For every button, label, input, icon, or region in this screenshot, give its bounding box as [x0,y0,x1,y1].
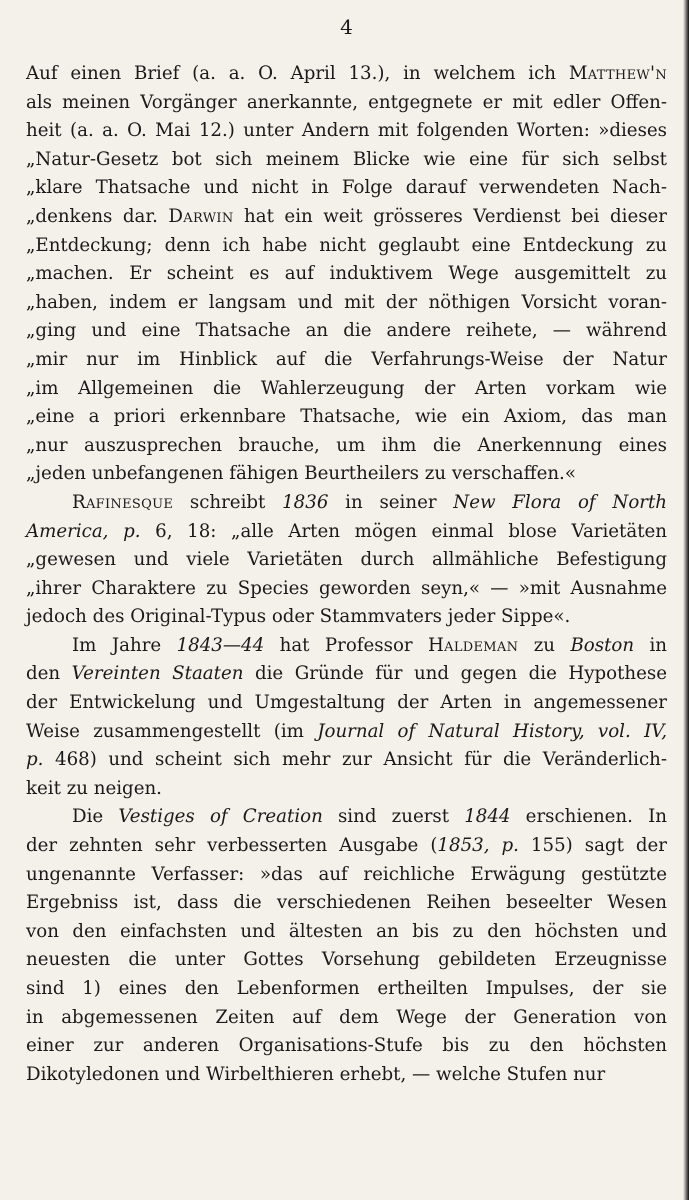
text-segment: erschienen. In [510,806,667,828]
text-line [26,317,667,346]
text-line [26,375,667,404]
text-segment: „ging und eine Thatsache an die andere reihete, — während [26,320,667,342]
text-line [26,975,667,1004]
text-segment: Vereinten Staaten [71,663,244,685]
text-segment: 1853, p. [437,835,519,857]
text-line [26,60,667,89]
text-segment: „im Allgemeinen die Wahlerzeugung der Arten vorkam wie [26,377,667,399]
text-segment: die Gründe für und gegen die Hypothese [243,663,667,685]
text-segment: Rafinesque [72,491,174,513]
text-segment: 155) sagt der [518,835,667,857]
text-line [26,546,667,575]
text-segment: hat ein weit grösseres Verdienst bei dieser [233,205,667,227]
text-line [26,746,667,775]
text-line [26,489,667,518]
text-segment: „gewesen und viele Varietäten durch allmähliche Befestigung [26,549,667,571]
text-segment: in abgemessenen Zeiten auf dem Wege der Generation von [26,1006,667,1028]
text-segment: in [634,634,668,656]
text-segment: der zehnten sehr verbesserten Ausgabe ( [26,835,438,857]
text-line [26,346,667,375]
text-line [26,460,667,489]
text-line [26,632,667,661]
text-line [26,946,667,975]
text-segment: schreibt [173,491,283,513]
text-line [26,174,667,203]
text-segment: einer zur anderen Organisations-Stufe bis zu den höchsten [26,1035,667,1057]
text-segment: Darwin [168,205,234,227]
text-line [26,575,667,604]
text-segment: 468) und scheint sich mehr zur Ansicht für die Veränderlich- [43,749,667,771]
text-line [26,603,667,632]
body-text [26,60,667,1089]
text-segment: 1836 [282,491,329,513]
text-segment: „denkens dar. [26,205,169,227]
page-edge-shadow [683,0,689,1200]
text-segment: Ergebniss ist, dass die verschiedenen Reihen beseelter Wesen [26,892,667,914]
text-line [26,689,667,718]
text-line [26,260,667,289]
text-line [26,775,667,804]
text-segment: der Entwickelung und Umgestaltung der Arten in angemessener [26,692,667,714]
text-segment: America, p. [26,520,141,542]
text-segment: „haben, indem er langsam und mit der nöthigen Vorsicht voran- [26,291,667,313]
text-segment: Matthew'n [568,63,667,84]
text-line [26,432,667,461]
text-segment: 1844 [464,806,511,828]
text-segment: Vestiges of Creation [118,806,323,828]
text-line [26,718,667,747]
text-line [26,289,667,318]
text-segment: „nur auszusprechen brauche, um ihm die Anerkennung eines [26,434,667,456]
text-segment: sind 1) eines den Lebenformen ertheilten Impulses, der sie [26,978,667,999]
text-segment: den [26,663,72,685]
text-segment: jedoch des Original-Typus oder Stammvaters jeder Sippe«. [26,606,571,628]
text-segment: sind zuerst [322,806,465,828]
text-line [26,1061,667,1090]
text-segment: „mir nur im Hinblick auf die Verfahrungs-Weise der Natur [26,348,667,370]
text-line [26,518,667,547]
text-line [26,832,667,861]
paragraph [26,803,667,1089]
text-line [26,803,667,832]
text-segment: New Flora of North [453,491,667,513]
text-segment: 1843—44 [176,634,265,656]
text-line [26,403,667,432]
text-segment: von den einfachsten und ältesten an bis zu den höchsten und [26,920,667,942]
text-segment: Im Jahre [72,634,177,656]
text-segment: Weise zusammengestellt (im [26,720,318,742]
text-line [26,232,667,261]
text-line [26,861,667,890]
text-segment: Auf einen Brief (a. a. O. April 13.), in welchem ich [26,63,569,84]
text-segment: heit (a. a. O. Mai 12.) unter Andern mit folgenden Worten: »dieses [26,120,667,142]
text-segment: „Entdeckung; denn ich habe nicht geglaubt eine Entdeckung zu [26,234,667,256]
paragraph [26,489,667,632]
text-segment: Boston [570,634,635,656]
text-line [26,1032,667,1061]
text-segment: hat Professor [264,634,429,656]
text-segment: p. [26,749,44,771]
text-line [26,203,667,232]
text-segment: „eine a priori erkennbare Thatsache, wie ein Axiom, das man [26,406,667,428]
text-segment: „jeden unbefangenen fähigen Beurtheilers zu verschaffen.« [26,463,576,485]
text-segment: „machen. Er scheint es auf induktivem Wege ausgemittelt zu [26,263,667,285]
paragraph [26,632,667,804]
text-line [26,918,667,947]
text-segment: Dikotyledonen und Wirbelthieren erhebt, — welche Stufen nur [26,1063,606,1085]
page-number: 4 [340,15,353,39]
text-segment: „Natur-Gesetz bot sich meinem Blicke wie eine für sich selbst [26,148,667,170]
text-line [26,660,667,689]
text-segment: in seiner [328,491,454,513]
text-segment: Journal of Natural History, vol. IV, [317,720,667,742]
text-line [26,117,667,146]
text-line [26,89,667,118]
text-segment: ungenannte Verfasser: »das auf reichliche Erwägung gestützte [26,863,667,885]
text-line [26,146,667,175]
text-segment: keit zu neigen. [26,777,162,799]
text-line [26,1004,667,1033]
text-segment: als meinen Vorgänger anerkannte, entgegnete er mit edler Offen- [26,91,667,113]
text-segment: „ihrer Charaktere zu Species geworden seyn,« — »mit Ausnahme [26,577,667,599]
text-segment: 6, 18: „alle Arten mögen einmal blose Varietäten [140,520,667,542]
text-segment: „klare Thatsache und nicht in Folge darauf verwendeten Nach- [26,177,667,199]
text-line [26,889,667,918]
text-segment: neuesten die unter Gottes Vorsehung gebildeten Erzeugnisse [26,949,667,971]
text-segment: Die [72,806,119,828]
text-segment: Haldeman [428,634,519,656]
text-segment: zu [518,634,571,656]
paragraph [26,60,667,489]
